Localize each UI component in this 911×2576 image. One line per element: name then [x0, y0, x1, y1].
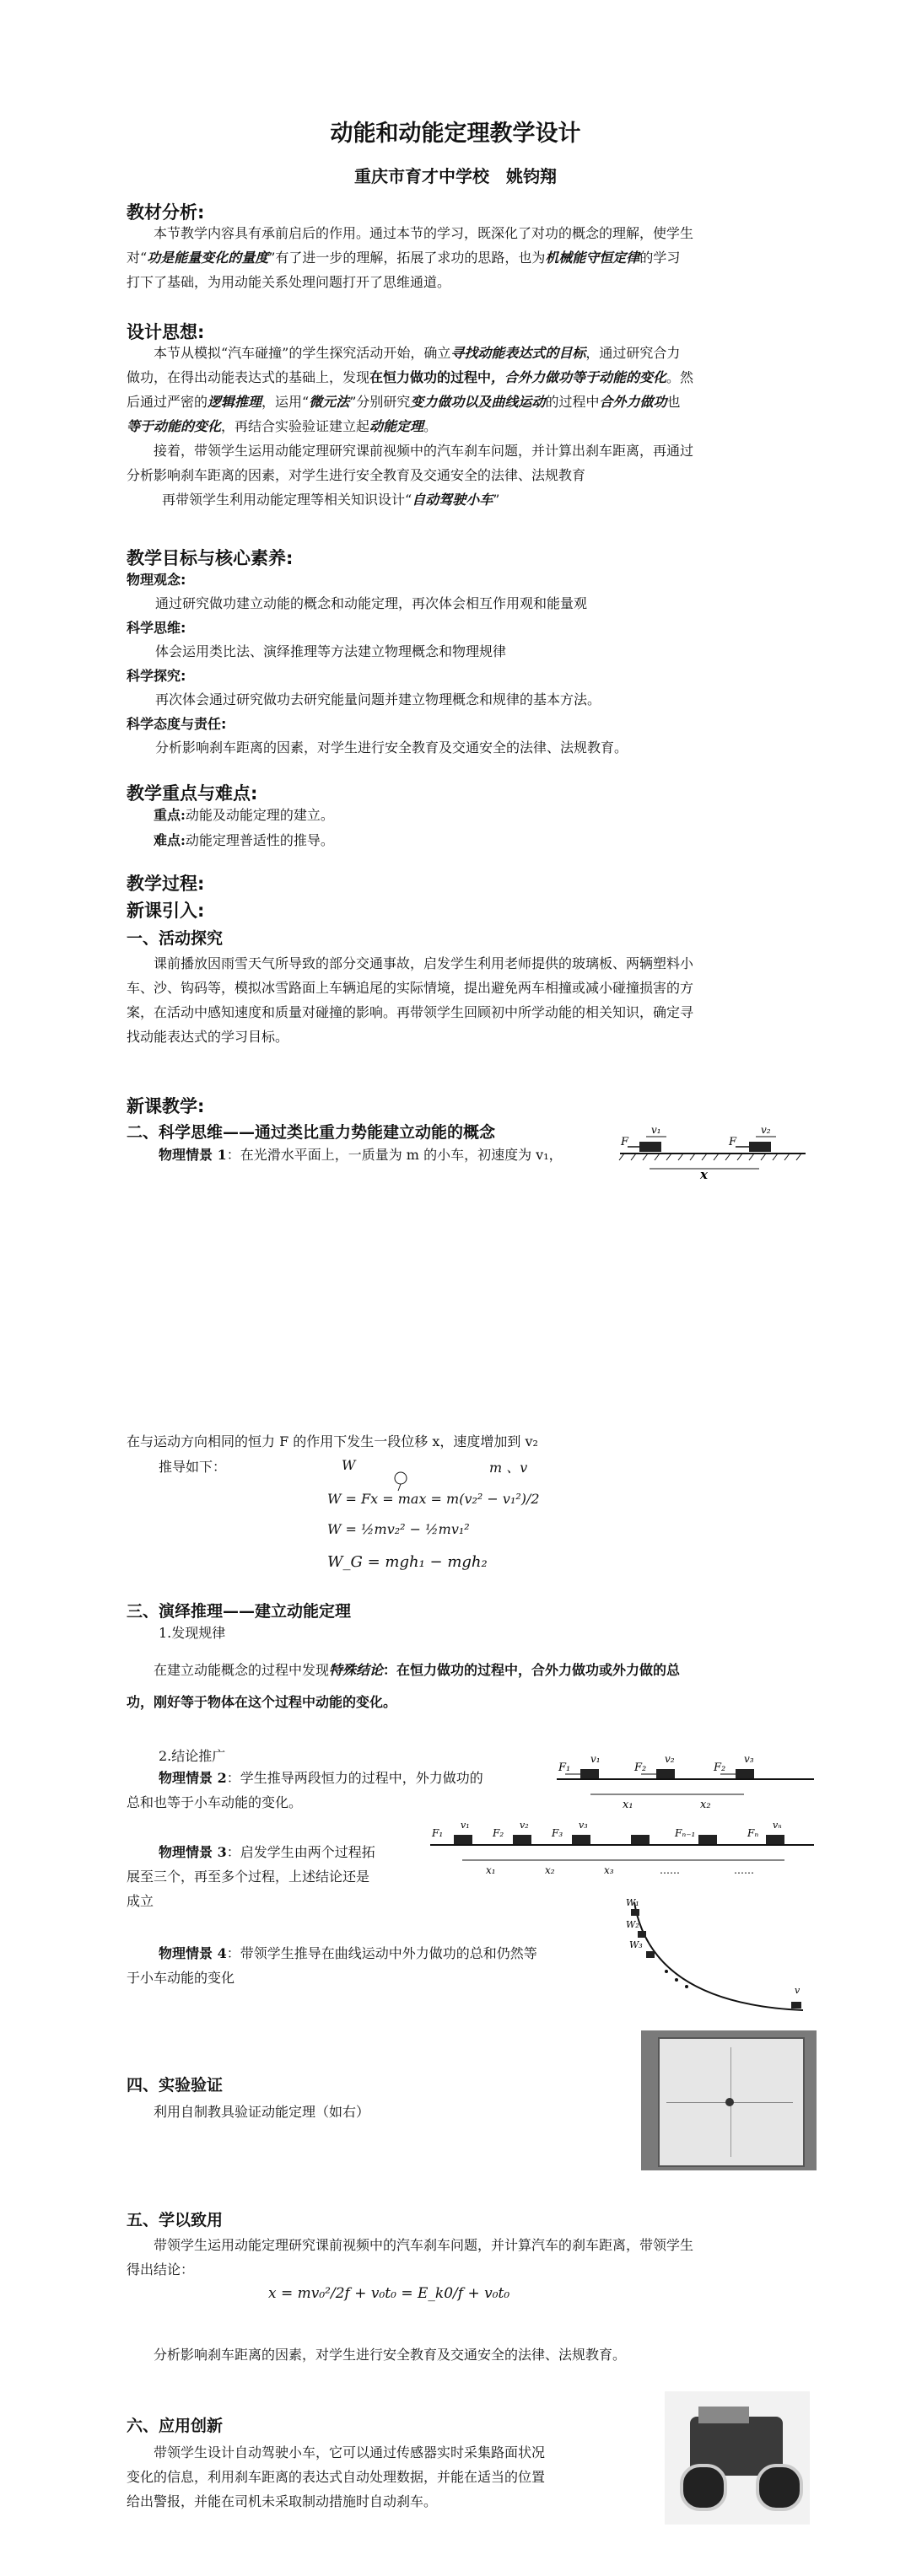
- s3-line-2: 功，刚好等于物体在这个过程中动能的变化。: [127, 1694, 397, 1710]
- car: [791, 2002, 801, 2009]
- label-v1: v₁: [590, 1753, 601, 1765]
- s5-line-1: 带领学生运用动能定理研究课前视频中的汽车刹车问题，并计算汽车的刹车距离，带领学生: [154, 2237, 694, 2253]
- car: [698, 1835, 717, 1844]
- car: [646, 1951, 655, 1958]
- sc3-line-3: 成立: [127, 1893, 154, 1909]
- sc2-line-1: [127, 1766, 515, 1790]
- car-2: [749, 1142, 771, 1152]
- design-paragraph: [127, 341, 818, 512]
- emphasis: 逻辑推理: [208, 394, 262, 410]
- text-span: ”: [493, 492, 500, 508]
- label-v2: v₂: [761, 1124, 771, 1136]
- label-vn: vₙ: [773, 1820, 782, 1831]
- emphasis: 动能定理: [369, 418, 424, 434]
- car-1: [639, 1142, 661, 1152]
- label-v1: v₁: [651, 1124, 661, 1136]
- s5-paragraph: [127, 2233, 818, 2282]
- text-span: ，再结合实验验证建立起: [221, 418, 370, 434]
- goal-text: 再次体会通过研究做功去研究能量问题并建立物理概念和规律的基本方法。: [155, 691, 601, 707]
- emphasis: 自动驾驶小车: [412, 492, 493, 508]
- design-line-2: [127, 365, 818, 390]
- label-Fn1: Fₙ₋₁: [675, 1827, 696, 1839]
- scenario-2-diagram: [557, 1744, 818, 1811]
- s6-line-1: 带领学生设计自动驾驶小车，它可以通过传感器实时采集路面状况: [154, 2444, 546, 2460]
- s1-line: 案，在活动中感知速度和质量对碰撞的影响。再带领学生回顾初中所学动能的相关知识，确定寻: [127, 1004, 694, 1020]
- ball: [725, 2098, 734, 2106]
- s5-formula: x = mv₀²/2f + v₀t₀ = E_k0/f + v₀t₀: [268, 2285, 510, 2302]
- curve-track: [634, 1902, 803, 2010]
- label-x1: x₁: [486, 1864, 496, 1876]
- text-span: ”分别研究: [349, 394, 411, 410]
- scenario-4-diagram: [626, 1894, 818, 2020]
- robot-car-photo: [665, 2391, 810, 2525]
- scenario-4: [127, 1941, 624, 1990]
- s4-text: 利用自制教具验证动能定理（如右）: [154, 2104, 370, 2120]
- car: [631, 1835, 650, 1844]
- dot: [685, 1985, 688, 1988]
- bold-text: 在恒力做功的过程中: [369, 369, 492, 385]
- text-span: ，运用“: [261, 394, 310, 410]
- text-span: ：学生推导两段恒力的过程中，外力做功的: [226, 1770, 483, 1786]
- car: [631, 1909, 639, 1916]
- sc4-line-1: [127, 1941, 624, 1966]
- s1-line: 车、沙、钩码等，模拟冰雪路面上车辆追尾的实际情境，提出避免两车相撞或减小碰撞损害的方: [127, 980, 694, 996]
- intro-heading: 新课引入:: [127, 901, 205, 921]
- sc4-line-2: 于小车动能的变化: [127, 1970, 235, 1986]
- dot: [665, 1970, 668, 1973]
- label-v2: v₂: [520, 1820, 529, 1831]
- scenario-label: 物理情景 3: [159, 1844, 227, 1860]
- text-span: 。: [423, 418, 438, 434]
- car: [736, 1769, 754, 1778]
- section-1-paragraph: [127, 951, 818, 1049]
- label-F1: F₁: [432, 1827, 444, 1839]
- design-line-5: 接着，带领学生运用动能定理研究课前视频中的汽车刹车问题，并计算出刹车距离，再通过: [154, 443, 694, 459]
- sc3-line-2: 展至三个，再至多个过程，上述结论还是: [127, 1869, 370, 1885]
- goal-label: 科学思维:: [127, 620, 186, 636]
- key-text: 动能及动能定理的建立。: [185, 807, 334, 823]
- newlesson-heading: 新课教学:: [127, 1096, 205, 1116]
- text-span: 在建立动能概念的过程中发现: [154, 1662, 330, 1678]
- label-W1: W₁: [626, 1897, 639, 1908]
- emphasis: 特殊结论: [329, 1662, 384, 1678]
- section-4-title: 四、实验验证: [127, 2076, 224, 2095]
- section-2-title: 二、科学思维——通过类比重力势能建立动能的概念: [127, 1123, 496, 1142]
- emphasis: 机械能守恒定律: [545, 250, 640, 266]
- section-6-title: 六、应用创新: [127, 2417, 224, 2435]
- label-F3: F₃: [552, 1827, 563, 1839]
- s3-line-1: [127, 1654, 818, 1686]
- text-span: 再带领学生利用动能定理等相关知识设计“: [162, 492, 412, 508]
- emphasis: 合外力做功: [599, 394, 667, 410]
- label-F2: F₂: [714, 1761, 726, 1774]
- textbook-heading: 教材分析:: [127, 202, 205, 223]
- circle-icon: [395, 1472, 407, 1484]
- section-5-title: 五、学以致用: [127, 2211, 224, 2229]
- formula-top-w: W: [342, 1457, 356, 1473]
- text-span: 后通过严密的: [127, 394, 208, 410]
- section-1-title: 一、活动探究: [127, 929, 224, 948]
- design-line-3: [127, 390, 818, 414]
- label-v3: v₃: [744, 1753, 754, 1765]
- emphasis: ，合外力做功等于动能的变化: [491, 369, 667, 385]
- formula-icon: [388, 1467, 413, 1492]
- experiment-photo: [641, 2030, 817, 2170]
- textbook-line-2: [127, 245, 810, 270]
- label-Fn: Fₙ: [747, 1827, 759, 1839]
- emphasis: 变力做功以及曲线运动: [410, 394, 546, 410]
- label-F: F: [729, 1136, 737, 1148]
- s3-sub-2: 2.结论推广: [159, 1748, 226, 1764]
- keypoint-key: [154, 803, 334, 827]
- scenario-1-diagram: [616, 1121, 810, 1180]
- goals-list: [127, 568, 818, 761]
- goal-text: 体会运用类比法、演绎推理等方法建立物理概念和物理规律: [155, 643, 507, 659]
- label-F2: F₂: [634, 1761, 647, 1774]
- scenario-1-continued: 在与运动方向相同的恒力 F 的作用下发生一段位移 x，速度增加到 v₂: [127, 1433, 538, 1449]
- label-dots: ……: [660, 1864, 680, 1876]
- design-line-4: [127, 414, 818, 438]
- process-heading: 教学过程:: [127, 874, 205, 894]
- car: [766, 1835, 784, 1844]
- label-F: F: [621, 1136, 629, 1148]
- text-span: 做功，在得出动能表达式的基础上，发现: [127, 369, 370, 385]
- label-v3: v₃: [579, 1820, 588, 1831]
- goal-label: 科学探究:: [127, 668, 186, 684]
- goal-label: 科学态度与责任:: [127, 716, 227, 732]
- author-line: 重庆市育才中学校 姚钧翔: [354, 166, 557, 186]
- car: [572, 1835, 590, 1844]
- emphasis: 寻找动能表达式的目标: [450, 345, 586, 361]
- design-line-1: [127, 341, 818, 365]
- scenario-2: [127, 1766, 515, 1815]
- textbook-line-1: 本节教学内容具有承前启后的作用。通过本节的学习，既深化了对功的概念的理解，使学生: [154, 225, 694, 241]
- label-F2: F₂: [493, 1827, 504, 1839]
- emphasis: 微元法: [309, 394, 350, 410]
- text-span: 。然: [666, 369, 694, 385]
- label-v1: v₁: [461, 1820, 470, 1831]
- sc3-line-1: [127, 1840, 430, 1864]
- scenario-label: 物理情景 1: [159, 1147, 227, 1163]
- car: [454, 1835, 472, 1844]
- label-F1: F₁: [558, 1761, 571, 1774]
- s6-paragraph: [127, 2440, 650, 2514]
- derive-label: 推导如下：: [159, 1459, 227, 1475]
- difficulty-text: 动能定理普适性的推导。: [185, 832, 334, 848]
- text-span: 的学习: [639, 250, 681, 266]
- key-label: 重点:: [154, 807, 186, 823]
- design-heading: 设计思想:: [127, 322, 205, 342]
- label-v: v: [795, 1985, 800, 1996]
- text-span: ：带领学生推导在曲线运动中外力做功的总和仍然等: [226, 1945, 537, 1961]
- label-x3: x₃: [604, 1864, 614, 1876]
- text-span: ：启发学生由两个过程拓: [226, 1844, 375, 1860]
- design-line-7: [127, 487, 818, 512]
- text-span: 对“: [127, 250, 148, 266]
- sc2-line-2: 总和也等于小车动能的变化。: [127, 1794, 303, 1810]
- goal-text: 通过研究做功建立动能的概念和动能定理，再次体会相互作用观和能量观: [155, 595, 588, 611]
- ground-hatch: [619, 1154, 801, 1160]
- section-3-title: 三、演绎推理——建立动能定理: [127, 1602, 352, 1621]
- formula-2: W = ½mv₂² − ½mv₁²: [327, 1521, 470, 1537]
- textbook-line-3: 打下了基础，为用动能关系处理问题打开了思维通道。: [127, 274, 451, 290]
- car: [513, 1835, 531, 1844]
- board: [658, 2037, 805, 2167]
- scenario-3: [127, 1840, 430, 1913]
- dot: [675, 1978, 678, 1982]
- emphasis: 功是能量变化的量度: [147, 250, 269, 266]
- s3-sub-1: 1.发现规律: [159, 1625, 226, 1641]
- emphasis: 等于动能的变化: [127, 418, 222, 434]
- s1-line: 课前播放因雨雪天气所导致的部分交通事故，启发学生利用老师提供的玻璃板、两辆塑料小: [154, 955, 694, 971]
- formula-top-mv: m 、v: [489, 1460, 528, 1476]
- text-span: 也: [666, 394, 681, 410]
- s5-line-3: 分析影响刹车距离的因素，对学生进行安全教育及交通安全的法律、法规教育。: [154, 2347, 627, 2363]
- page-title: 动能和动能定理教学设计: [330, 121, 581, 147]
- difficulty-label: 难点:: [154, 832, 186, 848]
- scenario-label: 物理情景 2: [159, 1770, 227, 1786]
- scenario-text: ：在光滑水平面上，一质量为 m 的小车，初速度为 v₁，: [226, 1147, 563, 1163]
- text-span: 的过程中: [545, 394, 600, 410]
- goal-text: 分析影响刹车距离的因素，对学生进行安全教育及交通安全的法律、法规教育。: [155, 739, 628, 756]
- label-W3: W₃: [629, 1939, 643, 1950]
- label-x: x: [700, 1167, 708, 1180]
- s6-line-3: 给出警报，并能在司机未采取制动措施时自动刹车。: [127, 2493, 438, 2509]
- keypoints-heading: 教学重点与难点:: [127, 783, 258, 804]
- label-dots: ……: [734, 1864, 754, 1876]
- label-x2: x₂: [700, 1799, 711, 1811]
- label-v2: v₂: [665, 1753, 675, 1765]
- scenario-1: [159, 1143, 563, 1167]
- text-span: ”有了进一步的理解，拓展了求功的思路，也为: [268, 250, 546, 266]
- goal-label: 物理观念:: [127, 572, 186, 588]
- s5-line-2: 得出结论：: [127, 2261, 195, 2278]
- s1-line: 找动能表达式的学习目标。: [127, 1029, 289, 1045]
- textbook-paragraph: [127, 221, 810, 294]
- label-W2: W₂: [626, 1919, 639, 1930]
- formula-1: W = Fx = max = m(v₂² − v₁²)/2: [327, 1491, 540, 1507]
- car: [580, 1769, 599, 1778]
- car: [656, 1769, 675, 1778]
- s3-paragraph: [127, 1654, 818, 1718]
- text-span: ，通过研究合力: [585, 345, 681, 361]
- sensor: [698, 2407, 749, 2423]
- label-x2: x₂: [545, 1864, 555, 1876]
- car: [638, 1931, 646, 1938]
- label-x1: x₁: [623, 1799, 633, 1811]
- formula-3: W_G = mgh₁ − mgh₂: [327, 1553, 488, 1571]
- scenario-label: 物理情景 4: [159, 1945, 227, 1961]
- keypoint-difficulty: [154, 828, 334, 852]
- scenario-3-diagram: [430, 1811, 818, 1879]
- design-line-6: 分析影响刹车距离的因素，对学生进行安全教育及交通安全的法律、法规教育: [127, 467, 586, 483]
- goals-heading: 教学目标与核心素养:: [127, 548, 294, 568]
- wheel: [756, 2464, 803, 2511]
- s6-line-2: 变化的信息，利用刹车距离的表达式自动处理数据，并能在适当的位置: [127, 2469, 546, 2485]
- text-span: 本节从模拟“汽车碰撞”的学生探究活动开始，确立: [154, 345, 451, 361]
- bold-text: ：在恒力做功的过程中，合外力做功或外力做的总: [383, 1662, 681, 1678]
- line-icon: [398, 1484, 401, 1491]
- wheel: [680, 2464, 727, 2511]
